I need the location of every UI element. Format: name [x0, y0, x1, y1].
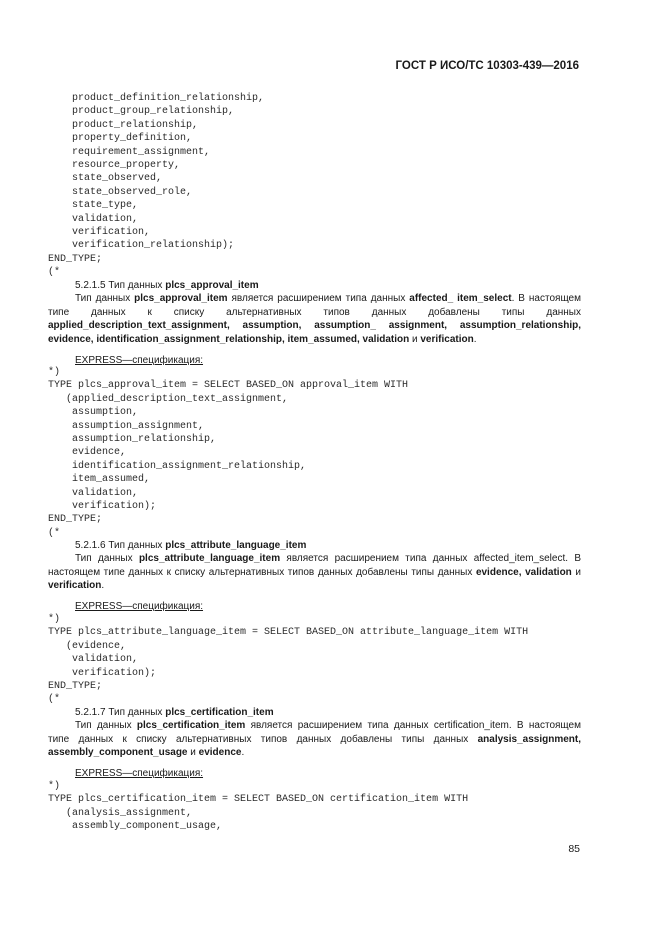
- section-paragraph: Тип данных plcs_approval_item является расширением типа данных affected_ item_select. В настоящем типе данных к списку альтернативных типов данных добавлены типы данных applied_description_text_assignment, assumption, assumption_ assignment, assumption_relationship, evidence, identification_assignment_relationship, item_assumed, validation и verification.: [48, 293, 581, 345]
- section-paragraph: Тип данных plcs_attribute_language_item является расширением типа данных affected_item_select. В настоящем типе данных к списку альтернативных типов данных добавлены типы данных evidence, validation и verification.: [48, 553, 582, 592]
- code-block-plcs-approval-item: *) TYPE plcs_approval_item = SELECT BASED_ON approval_item WITH (applied_description_text_assignment, assumption, assumption_assignment, assumption_relationship, evidence, identification_assignment_relationship, item_assumed, validation, verification); END_TYPE; (*: [48, 367, 409, 539]
- code-block-plcs-certification-item: *) TYPE plcs_certification_item = SELECT BASED_ON certification_item WITH (analysis_assignment, assembly_component_usage,: [48, 781, 469, 833]
- express-spec-label: EXPRESS—спецификация:: [75, 768, 204, 779]
- section-paragraph: Тип данных plcs_certification_item является расширением типа данных certification_item. В настоящем типе данных к списку альтернативных типов данных добавлены типы данных analysis_assignment, assembly_component_usage и evidence.: [48, 720, 581, 759]
- section-plcs-approval-item: [48, 279, 581, 346]
- document-header: ГОСТ Р ИСО/ТС 10303-439—2016: [395, 60, 579, 72]
- section-heading: 5.2.1.6 Тип данных plcs_attribute_language_item: [75, 540, 307, 551]
- express-spec-label: EXPRESS—спецификация:: [75, 601, 204, 612]
- express-spec-label: EXPRESS—спецификация:: [75, 355, 204, 366]
- section-heading: 5.2.1.7 Тип данных plcs_certification_item: [75, 707, 274, 718]
- section-plcs-certification-item: [48, 706, 581, 760]
- code-block-plcs-attribute-language-item: *) TYPE plcs_attribute_language_item = SELECT BASED_ON attribute_language_item WITH (evidence, validation, verification); END_TYPE; (*: [48, 614, 529, 706]
- section-plcs-attribute-language-item: [48, 539, 581, 593]
- code-block-type-list-end: product_definition_relationship, product_group_relationship, product_relationship, property_definition, requirement_assignment, resource_property, state_observed, state_observed_role, state_type, validation, verification, verification_relationship); END_TYPE; (*: [48, 93, 265, 279]
- page-number: 85: [568, 843, 580, 855]
- section-heading: 5.2.1.5 Тип данных plcs_approval_item: [75, 280, 259, 291]
